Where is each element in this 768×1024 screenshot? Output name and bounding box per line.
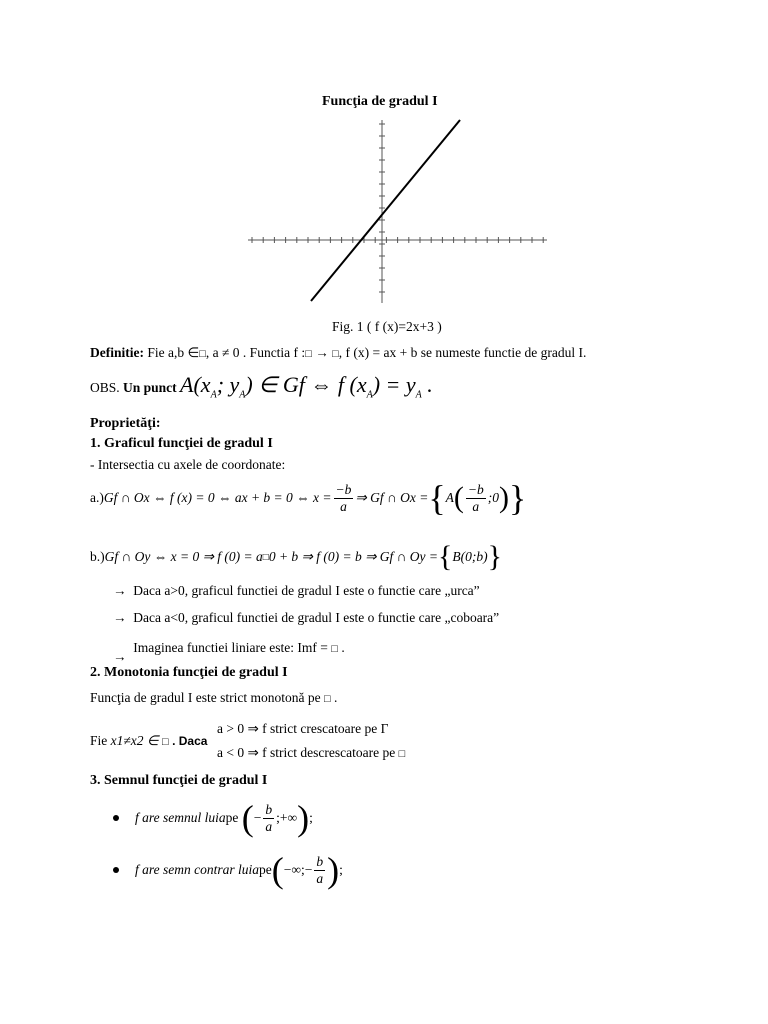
graph-line: [311, 120, 460, 301]
observation: OBS. Un punct $A(x_A$; $y_A$) ∈ Gf ⇔ f $(x_A) = y_A$ .: [90, 372, 433, 401]
formula-b: b.) Gf ∩ Oy ⇔ x = 0 ⇒ f (0) = a □ 0 + b ⇒ f (0) = b ⇒ Gf ∩ Oy = { B(0;b) }: [90, 540, 503, 573]
monotony-case-1: a > 0 ⇒ f strict crescatoare pe Γ: [217, 721, 389, 736]
arrow-item: → Daca a>0, graficul functiei de gradul I este o functie care „urca”: [113, 583, 480, 598]
section-3-title: 3. Semnul funcţiei de gradul I: [90, 773, 268, 788]
figure-caption: Fig. 1 ( f (x)=2x+3 ): [332, 319, 442, 334]
properties-label: Proprietăţi:: [90, 416, 161, 431]
definition: Definitie: Fie a,b ∈□, a ≠ 0 . Functia f :□ → □, f (x) = ax + b se numeste functie de gradul I.: [90, 345, 587, 360]
sign-bullet-2: f are semn contrar lui a pe ( −∞;− $\frac{b}{a}$ ) ;: [113, 852, 343, 888]
section-1-title: 1. Graficul funcţiei de gradul I: [90, 436, 273, 451]
sign-bullet-1: f are semnul lui a pe ( − $\frac{b}{a}$ ;+∞ ) ;: [113, 800, 313, 836]
arrow-item: → Imaginea functiei liniare este: Imf = □ .: [113, 640, 345, 664]
monotony-case-2: a < 0 ⇒ f strict descrescatoare pe □: [217, 745, 406, 760]
section-1-intro: - Intersectia cu axele de coordonate:: [90, 457, 286, 472]
section-2-text: Funcţia de gradul I este strict monotonă pe □ .: [90, 690, 338, 705]
function-graph: [245, 118, 555, 308]
section-2-title: 2. Monotonia funcţiei de gradul I: [90, 665, 288, 680]
formula-a: a.) Gf ∩ Ox ⇔ f (x) = 0 ⇔ ax + b = 0 ⇔ x = $\frac{-b}{a}$ ⇒ Gf ∩ Ox = { A ( $\frac{-b}{a}$ ;0 ) }: [90, 478, 527, 518]
arrow-item: → Daca a<0, graficul functiei de gradul I este o functie care „coboara”: [113, 610, 500, 625]
definition-label: Definitie:: [90, 345, 144, 360]
page-title: Funcţia de gradul I: [322, 94, 438, 109]
fie-line: Fie x1≠x2 ∈ □ . Daca: [90, 733, 208, 748]
